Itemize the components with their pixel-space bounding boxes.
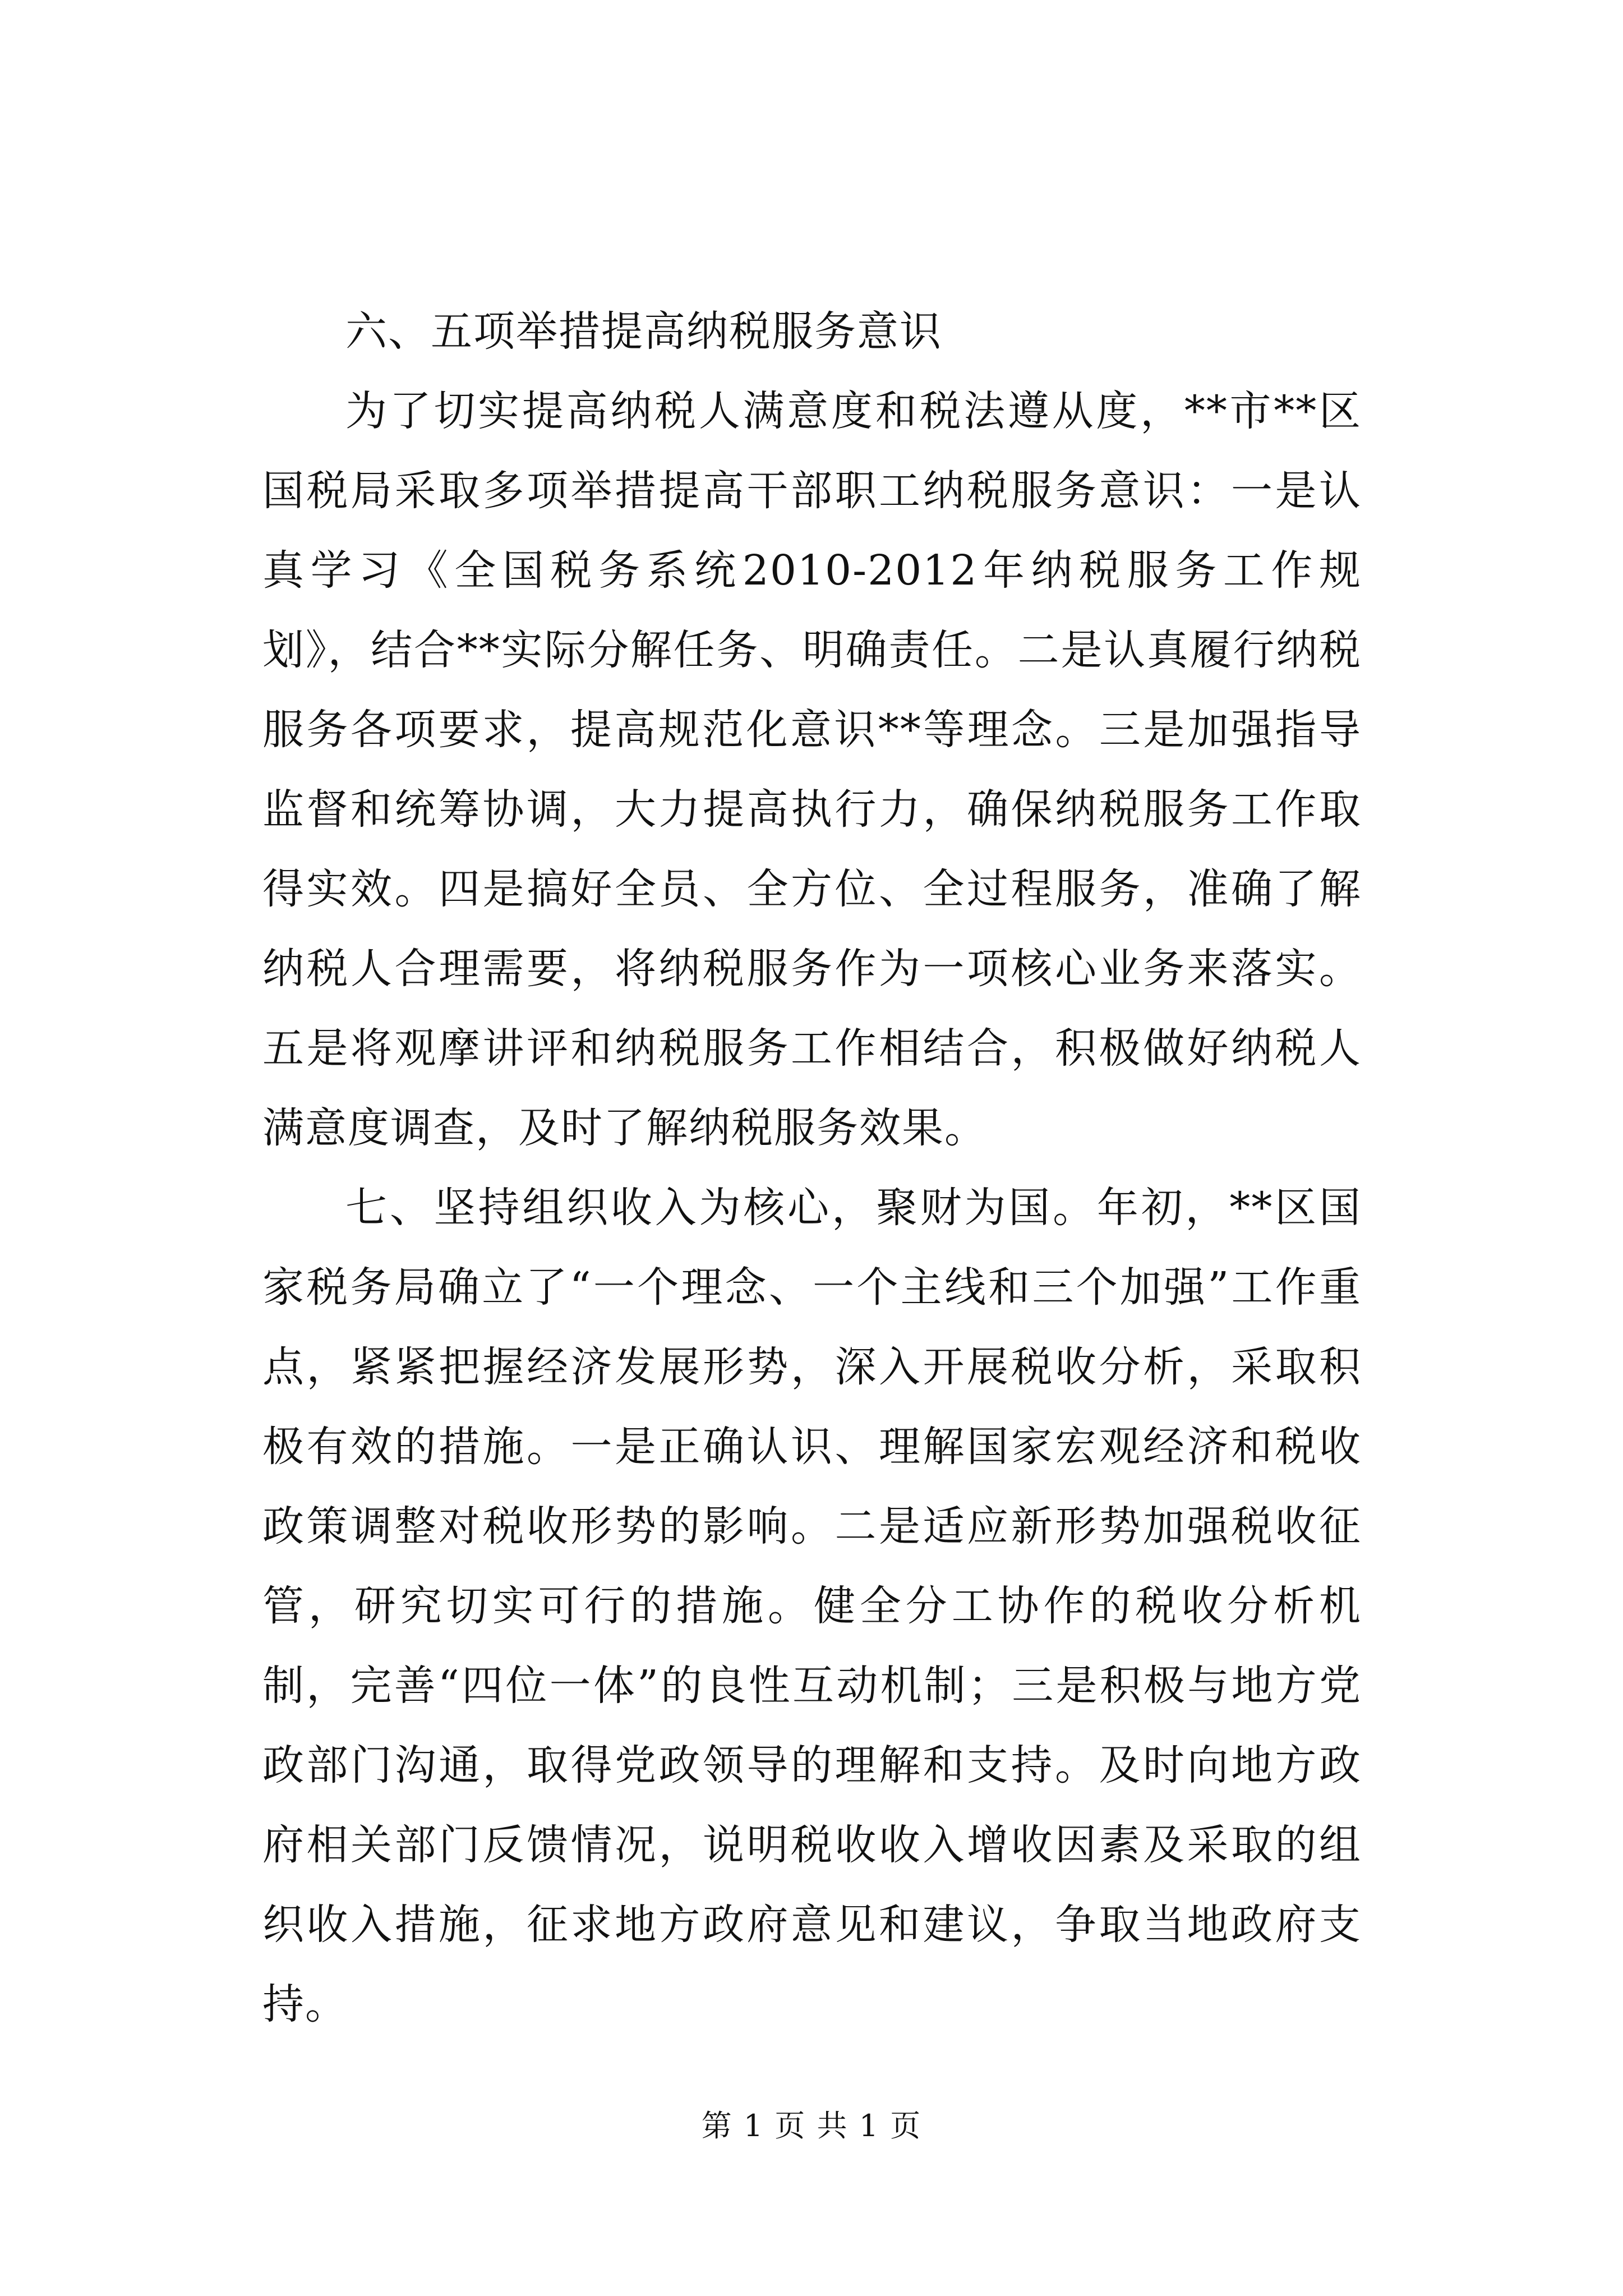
page-footer: 第 1 页 共 1 页 [701,2108,922,2143]
section-heading: 六、五项举措提高纳税服务意识 [345,307,942,356]
document-body [262,292,1362,2044]
paragraph-tax-service: 为了切实提高纳税人满意度和税法遵从度，**市**区国税局采取多项举措提高干部职工纳税服务意识：一是认真学习《全国税务系统2010-2012年纳税服务工作规划》，结合**实际分解任务、明确责任。二是认真履行纳税服务各项要求，提高规范化意识**等理念。三是加强指导监督和统筹协调，大力提高执行力，确保纳税服务工作取得实效。四是搞好全员、全方位、全过程服务，准确了解纳税人合理需要，将纳税服务作为一项核心业务来落实。五是将观摩讲评和纳税服务工作相结合，积极做好纳税人满意度调查，及时了解纳税服务效果。 [262,387,1362,1152]
paragraph-revenue: 七、坚持组织收入为核心，聚财为国。年初，**区国家税务局确立了“一个理念、一个主线和三个加强”工作重点，紧紧把握经济发展形势，深入开展税收分析，采取积极有效的措施。一是正确认识、理解国家宏观经济和税收政策调整对税收形势的影响。二是适应新形势加强税收征管，研究切实可行的措施。健全分工协作的税收分析机制，完善“四位一体”的良性互动机制；三是积极与地方党政部门沟通，取得党政领导的理解和支持。及时向地方政府相关部门反馈情况，说明税收收入增收因素及采取的组织收入措施，征求地方政府意见和建议，争取当地政府支持。 [262,1184,1362,2028]
